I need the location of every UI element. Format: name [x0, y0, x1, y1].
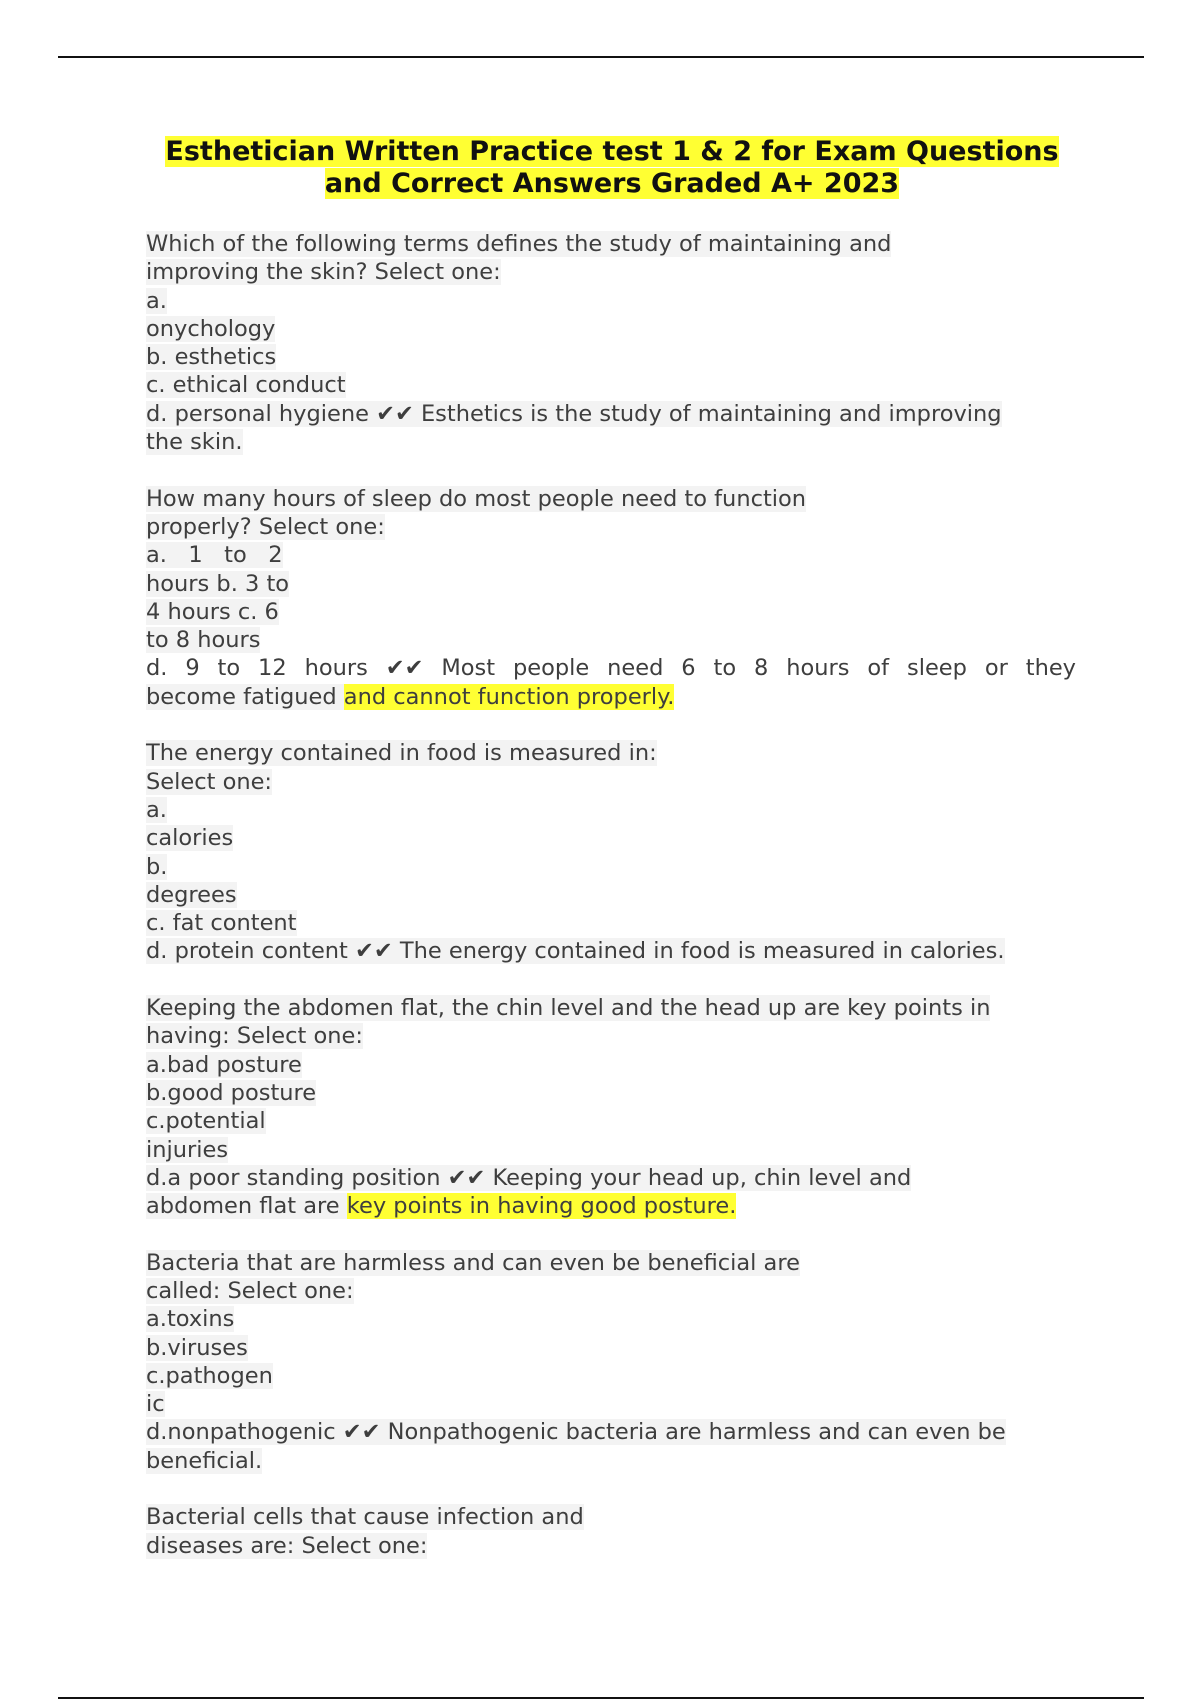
question-text: How many hours of sleep do most people need to function — [146, 485, 807, 512]
answer-option: b.good posture — [146, 1079, 317, 1106]
question-text: Keeping the abdomen flat, the chin level and the head up are key points in — [146, 995, 991, 1022]
answer-option: hours b. 3 to — [146, 570, 290, 597]
title-line-2: and Correct Answers Graded A+ 2023 — [324, 168, 900, 199]
answer-option: c.potential — [146, 1108, 266, 1135]
answer-option: 4 hours c. 6 — [146, 598, 279, 625]
answer-explanation: d. 9 to 12 hours ✔✔ Most people need 6 to 8 hours of sleep or they — [146, 655, 1076, 682]
answer-explanation: beneficial. — [146, 1447, 263, 1474]
question-block-5 — [146, 1249, 1076, 1475]
answer-option: ic — [146, 1391, 165, 1418]
answer-option: injuries — [146, 1136, 229, 1163]
answer-option: c. fat content — [146, 910, 297, 937]
answer-option: calories — [146, 825, 234, 852]
question-text: diseases are: Select one: — [146, 1532, 428, 1559]
answer-option: to 8 hours — [146, 627, 261, 654]
question-block-4 — [146, 994, 1076, 1220]
highlighted-text: key points in having good posture. — [346, 1193, 737, 1220]
answer-option: degrees — [146, 881, 237, 908]
answer-explanation: d.a poor standing position ✔✔ Keeping your head up, chin level and — [146, 1164, 912, 1191]
header-rule — [58, 56, 1144, 58]
answer-explanation: abdomen flat are — [146, 1193, 347, 1220]
answer-explanation: the skin. — [146, 429, 243, 456]
answer-option: b. — [146, 853, 168, 880]
answer-option: a. 1 to 2 — [146, 542, 283, 569]
answer-option: onychology — [146, 315, 276, 342]
question-text: Bacterial cells that cause infection and — [146, 1504, 584, 1531]
question-block-1 — [146, 230, 1076, 456]
question-block-2 — [146, 485, 1076, 711]
question-text: called: Select one: — [146, 1277, 354, 1304]
question-text: Select one: — [146, 768, 273, 795]
answer-explanation: d.nonpathogenic ✔✔ Nonpathogenic bacteria are harmless and can even be — [146, 1419, 1006, 1446]
question-text: The energy contained in food is measured in: — [146, 740, 657, 767]
highlighted-text: and cannot function properly. — [343, 683, 675, 710]
question-block-3 — [146, 739, 1076, 965]
answer-option: a.toxins — [146, 1306, 235, 1333]
question-text: improving the skin? Select one: — [146, 259, 501, 286]
question-block-6 — [146, 1503, 1076, 1560]
document-title — [140, 136, 1084, 200]
answer-option: a. — [146, 796, 167, 823]
question-text: Bacteria that are harmless and can even be beneficial are — [146, 1249, 800, 1276]
question-text: Which of the following terms defines the study of maintaining and — [146, 231, 892, 257]
answer-option: a. — [146, 287, 167, 314]
answer-explanation: d. protein content ✔✔ The energy contained in food is measured in calories. — [146, 938, 1005, 965]
document-body — [146, 230, 1076, 1588]
answer-option: c.pathogen — [146, 1362, 273, 1389]
question-text: properly? Select one: — [146, 513, 385, 540]
title-line-1: Esthetician Written Practice test 1 & 2 for Exam Questions — [165, 136, 1059, 167]
answer-option: b.viruses — [146, 1334, 248, 1361]
footer-rule — [58, 1697, 1144, 1699]
answer-option: c. ethical conduct — [146, 372, 346, 399]
answer-explanation: d. personal hygiene ✔✔ Esthetics is the study of maintaining and improving — [146, 400, 1002, 427]
answer-option: b. esthetics — [146, 344, 277, 371]
answer-option: a.bad posture — [146, 1051, 302, 1078]
answer-explanation: become fatigued — [146, 683, 344, 710]
question-text: having: Select one: — [146, 1023, 363, 1050]
